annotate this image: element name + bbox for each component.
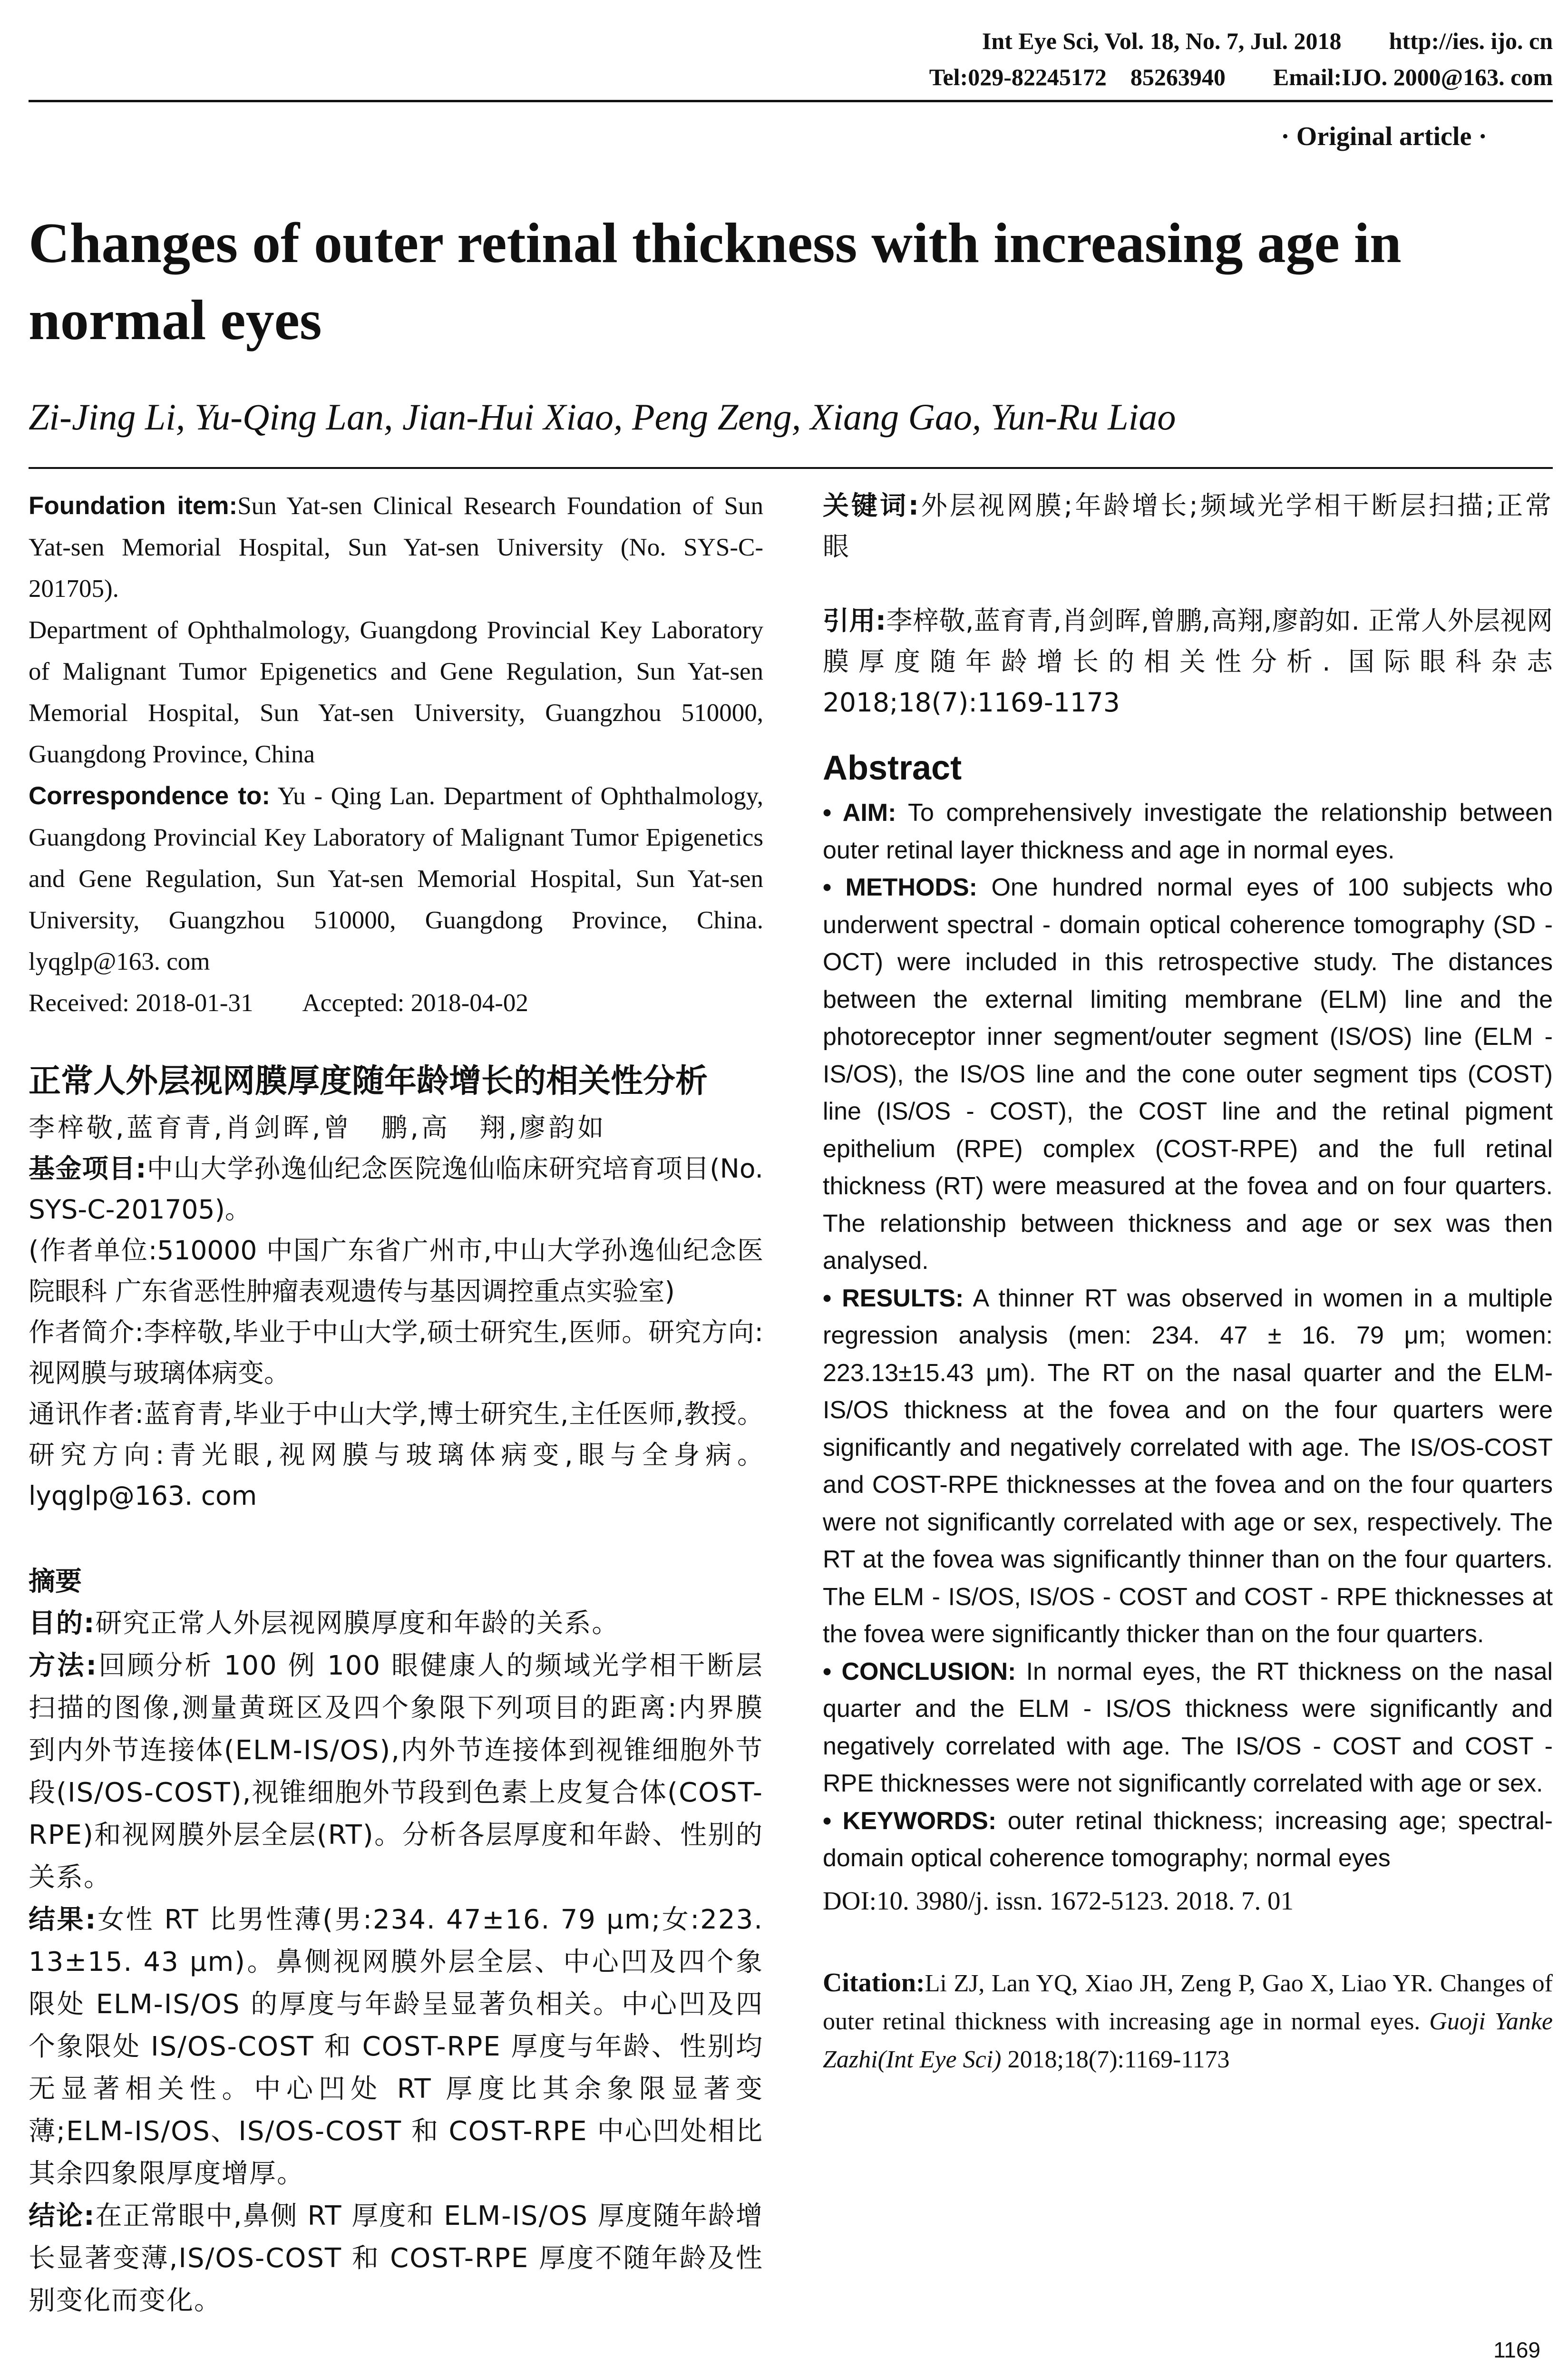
cn-result-label: 结果: bbox=[29, 1904, 97, 1935]
abstract-keywords bbox=[823, 1802, 1553, 1877]
authors-divider bbox=[29, 467, 1553, 469]
cn-citation-text: 李梓敬,蓝育青,肖剑晖,曾鹏,高翔,廖韵如. 正常人外层视网膜厚度随年龄增长的相关性分析. 国际眼科杂志 2018;18(7):1169-1173 bbox=[823, 605, 1553, 718]
abstract-aim bbox=[823, 794, 1553, 869]
cn-fund bbox=[29, 1148, 763, 1230]
foundation-text: Sun Yat-sen Clinical Research Foundation of Sun Yat-sen Memorial Hospital, Sun Yat-sen University (No. SYS-C-201705). bbox=[29, 492, 763, 603]
right-column bbox=[823, 485, 1553, 2079]
citation-label: Citation: bbox=[823, 1968, 925, 1997]
results-label: • RESULTS: bbox=[823, 1284, 964, 1312]
cn-conclusion-label: 结论: bbox=[29, 2201, 96, 2231]
abstract-heading: Abstract bbox=[823, 749, 962, 787]
doi[interactable]: DOI:10. 3980/j. issn. 1672-5123. 2018. 7. 01 bbox=[823, 1886, 1294, 1915]
abstract-results bbox=[823, 1280, 1553, 1653]
conclusion-text: In normal eyes, the RT thickness on the nasal quarter and the ELM - IS/OS thickness were significantly and negatively correlated with age. The IS/OS - COST and COST - RPE thicknesses were not significantly correlated with age or sex. bbox=[823, 1657, 1553, 1797]
cn-aim-text: 研究正常人外层视网膜厚度和年龄的关系。 bbox=[95, 1608, 620, 1639]
citation-tail: 2018;18(7):1169-1173 bbox=[1007, 2046, 1230, 2073]
cn-keywords-label: 关键词: bbox=[823, 490, 920, 521]
received-date: Received: 2018-01-31 bbox=[29, 989, 253, 1017]
cn-citation bbox=[823, 600, 1553, 723]
journal-line: Int Eye Sci, Vol. 18, No. 7, Jul. 2018 bbox=[982, 28, 1342, 54]
cn-abstract-heading: 摘要 bbox=[29, 1566, 82, 1597]
foundation-label: Foundation item: bbox=[29, 492, 238, 520]
journal-header bbox=[929, 23, 1553, 95]
cn-title: 正常人外层视网膜厚度随年龄增长的相关性分析 bbox=[29, 1062, 708, 1100]
cn-citation-label: 引用: bbox=[823, 605, 886, 636]
citation-text: Li ZJ, Lan YQ, Xiao JH, Zeng P, Gao X, Liao YR. Changes of outer retinal thickness with increasing age in normal eyes. bbox=[823, 1969, 1553, 2035]
journal-url[interactable]: http://ies. ijo. cn bbox=[1389, 28, 1553, 54]
cn-conclusion bbox=[29, 2195, 763, 2322]
left-column bbox=[29, 485, 763, 2322]
correspondence-label: Correspondence to: bbox=[29, 782, 271, 810]
results-text: A thinner RT was observed in women in a multiple regression analysis (men: 234. 47 ± 16. 79 μm; women: 223.13±15.43 μm). The RT on the nasal quarter and the ELM-IS/OS thickness at the fovea and on the four quarters were significantly and negatively correlated with age. The IS/OS-COST and COST-RPE thicknesses at the fovea and on the four quarters were not significantly correlated with age or sex, respectively. The RT at the fovea was significantly thinner than on the four quarters. The ELM - IS/OS, IS/OS - COST and COST - RPE thicknesses at the fovea were significantly thicker than on the four quarters. bbox=[823, 1284, 1553, 1648]
affiliation: Department of Ophthalmology, Guangdong Provincial Key Laboratory of Malignant Tumor Epigenetics and Gene Regulation, Sun Yat-sen Memorial Hospital, Sun Yat-sen University, Guangzhou 510000, Guangdong Province, China bbox=[29, 616, 763, 768]
cn-keywords bbox=[823, 485, 1553, 567]
cn-unit: (作者单位:510000 中国广东省广州市,中山大学孙逸仙纪念医院眼科 广东省恶性肿瘤表观遗传与基因调控重点实验室) bbox=[29, 1235, 763, 1306]
journal-tel: Tel:029-82245172 85263940 bbox=[929, 64, 1226, 90]
cn-result bbox=[29, 1899, 763, 2195]
cn-method bbox=[29, 1645, 763, 1899]
correspondence-text: Yu - Qing Lan. Department of Ophthalmology, Guangdong Provincial Key Laboratory of Malignant Tumor Epigenetics and Gene Regulation, Sun Yat-sen Memorial Hospital, Sun Yat-sen University, Guangzhou 510000, Guangdong Province, China. lyqglp@163. com bbox=[29, 782, 763, 975]
cn-conclusion-text: 在正常眼中,鼻侧 RT 厚度和 ELM-IS/OS 厚度随年龄增长显著变薄,IS/OS-COST 和 COST-RPE 厚度不随年龄及性别变化而变化。 bbox=[29, 2201, 763, 2316]
conclusion-label: • CONCLUSION: bbox=[823, 1657, 1016, 1685]
cn-method-text: 回顾分析 100 例 100 眼健康人的频域光学相干断层扫描的图像,测量黄斑区及四个象限下列项目的距离:内界膜到内外节连接体(ELM-IS/OS),内外节连接体到视锥细胞外节段(IS/OS-COST),视锥细胞外节段到色素上皮复合体(COST-RPE)和视网膜外层全层(RT)。分析各层厚度和年龄、性别的关系。 bbox=[29, 1650, 763, 1893]
cn-aim-label: 目的: bbox=[29, 1608, 96, 1639]
paper-title: Changes of outer retinal thickness with increasing age in normal eyes bbox=[29, 211, 1402, 351]
accepted-date: Accepted: 2018-04-02 bbox=[302, 989, 528, 1017]
page-number: 1169 bbox=[1493, 2338, 1540, 2362]
author-list: Zi-Jing Li, Yu-Qing Lan, Jian-Hui Xiao, Peng Zeng, Xiang Gao, Yun-Ru Liao bbox=[29, 396, 1176, 438]
cn-method-label: 方法: bbox=[29, 1650, 98, 1681]
cn-aim bbox=[29, 1602, 763, 1645]
aim-text: To comprehensively investigate the relationship between outer retinal layer thickness and age in normal eyes. bbox=[823, 799, 1553, 864]
header-divider bbox=[29, 100, 1553, 102]
abstract-methods bbox=[823, 869, 1553, 1280]
cn-authors: 李梓敬,蓝育青,肖剑晖,曾 鹏,高 翔,廖韵如 bbox=[29, 1112, 607, 1143]
dates bbox=[29, 983, 763, 1024]
cn-corr: 通讯作者:蓝育青,毕业于中山大学,博士研究生,主任医师,教授。研究方向:青光眼,视网膜与玻璃体病变,眼与全身病。lyqglp@163. com bbox=[29, 1399, 763, 1511]
abstract-conclusion bbox=[823, 1653, 1553, 1802]
keywords-label: • KEYWORDS: bbox=[823, 1807, 997, 1835]
aim-label: • AIM: bbox=[823, 799, 896, 827]
cn-result-text: 女性 RT 比男性薄(男:234. 47±16. 79 μm;女:223. 13±15. 43 μm)。鼻侧视网膜外层全层、中心凹及四个象限处 ELM-IS/OS 的厚度与年龄呈显著负相关。中心凹及四个象限处 IS/OS-COST 和 COST-RPE 厚度与年龄、性别均无显著相关性。中心凹处 RT 厚度比其余象限显著变薄;ELM-IS/OS、IS/OS-COST 和 COST-RPE 中心凹处相比其余四象限厚度增厚。 bbox=[29, 1904, 763, 2189]
journal-email[interactable]: Email:IJO. 2000@163. com bbox=[1273, 64, 1553, 90]
correspondence bbox=[29, 775, 763, 983]
article-type: · Original article · bbox=[1281, 122, 1487, 151]
citation bbox=[823, 1964, 1553, 2079]
keywords-text: outer retinal thickness; increasing age; spectral- domain optical coherence tomography; normal eyes bbox=[823, 1807, 1553, 1872]
methods-text: One hundred normal eyes of 100 subjects who underwent spectral - domain optical coherence tomography (SD - OCT) were included in this retrospective study. The distances between the external limiting membrane (ELM) line and the photoreceptor inner segment/outer segment (IS/OS) line (ELM - IS/OS), the IS/OS line and the cone outer segment tips (COST) line (IS/OS - COST), the COST line and the retinal pigment epithelium (RPE) complex (COST-RPE) and the full retinal thickness (RT) were measured at the fovea and on four quarters. The relationship between thickness and age or sex was then analysed. bbox=[823, 874, 1553, 1275]
cn-keywords-text: 外层视网膜;年龄增长;频域光学相干断层扫描;正常眼 bbox=[823, 490, 1553, 562]
cn-fund-label: 基金项目: bbox=[29, 1153, 146, 1184]
cn-bio: 作者简介:李梓敬,毕业于中山大学,硕士研究生,医师。研究方向:视网膜与玻璃体病变。 bbox=[29, 1317, 763, 1388]
methods-label: • METHODS: bbox=[823, 874, 977, 901]
cn-fund-text: 中山大学孙逸仙纪念医院逸仙临床研究培育项目(No. SYS-C-201705)。 bbox=[29, 1153, 763, 1225]
foundation-item bbox=[29, 485, 763, 610]
citation-journal: Guoji Yanke Zazhi(Int Eye Sci) bbox=[823, 2007, 1553, 2073]
